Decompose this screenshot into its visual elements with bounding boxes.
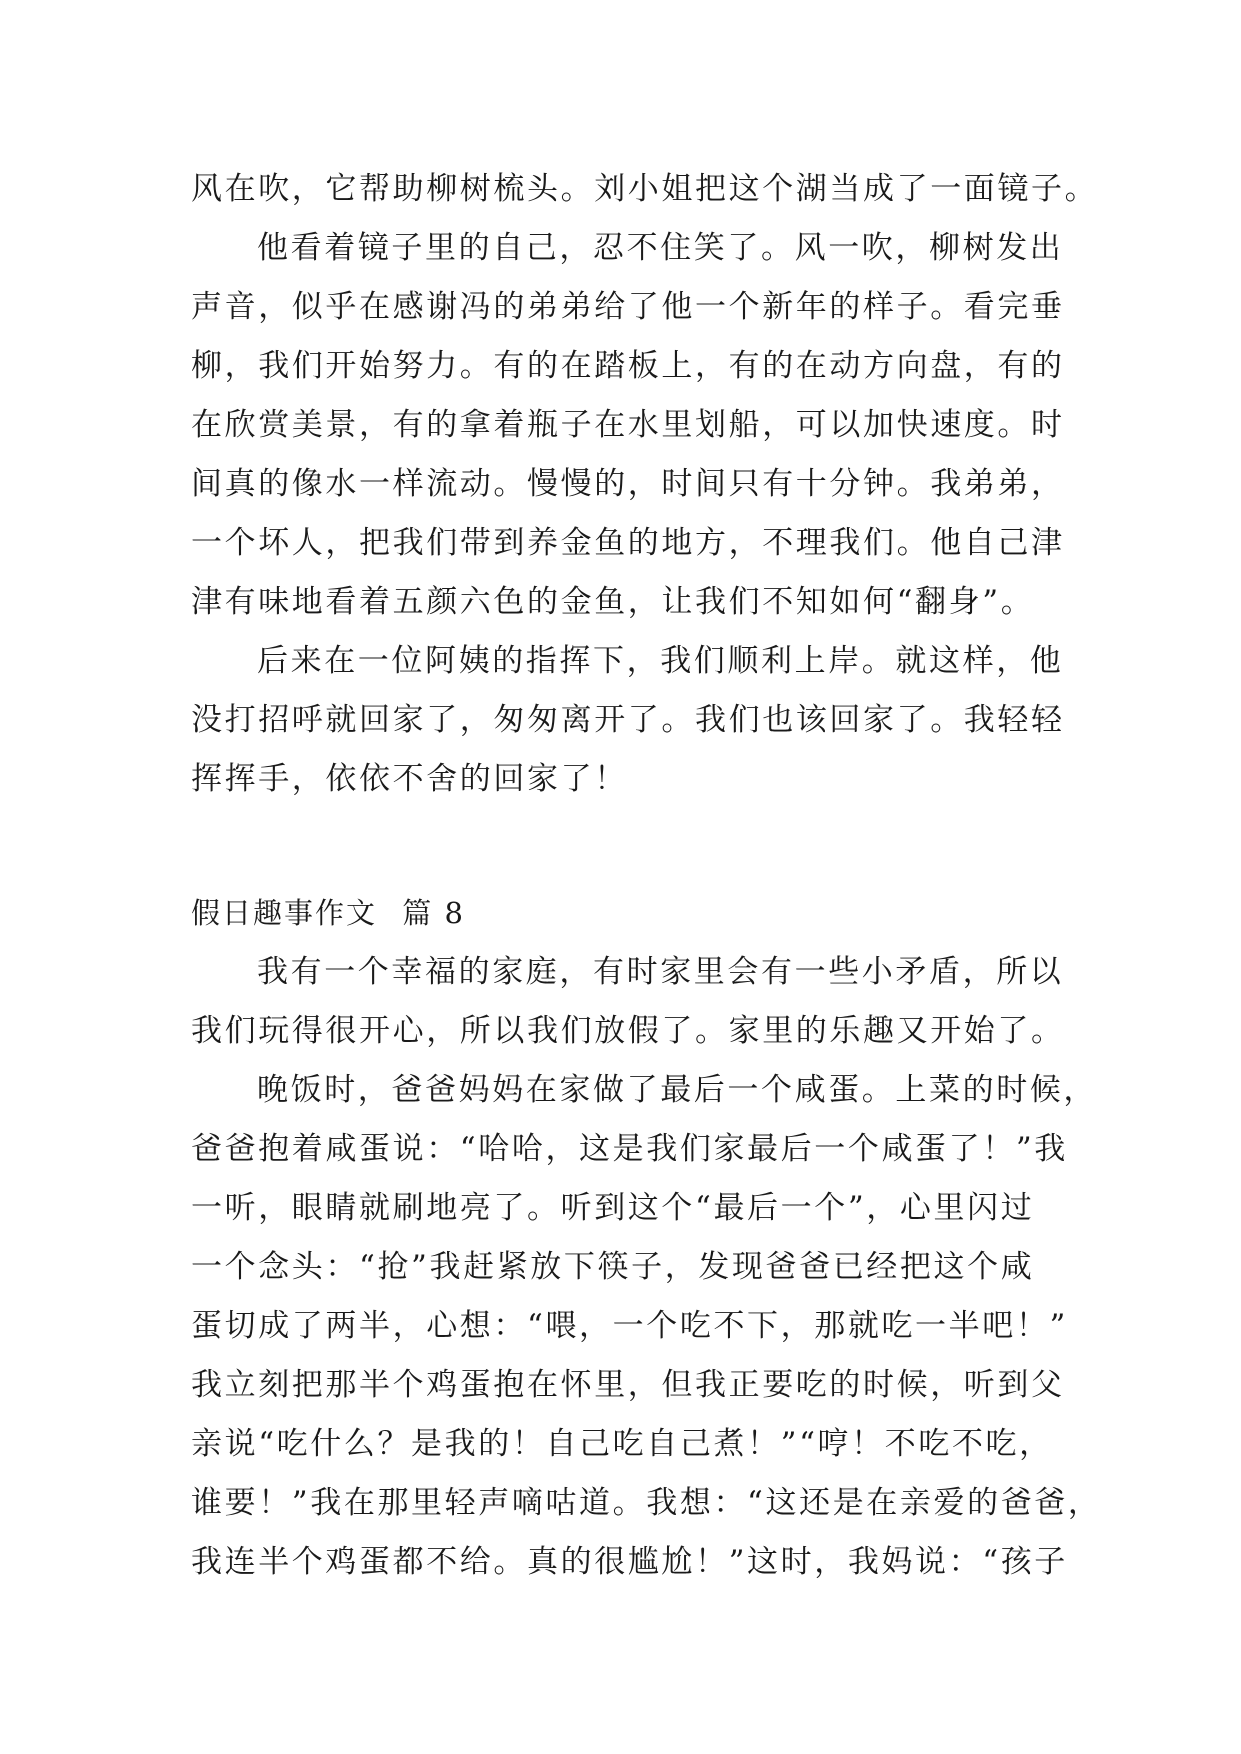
- text-line: 在欣赏美景，有的拿着瓶子在水里划船，可以加快速度。时: [191, 407, 1065, 443]
- section-title: 假日趣事作文: [191, 896, 378, 930]
- text-line: 间真的像水一样流动。慢慢的，时间只有十分钟。我弟弟，: [191, 466, 1065, 502]
- paragraph: [191, 943, 1071, 1061]
- text-line: 晚饭时，爸爸妈妈在家做了最后一个咸蛋。上菜的时候，: [257, 1072, 1097, 1108]
- text-line: 我有一个幸福的家庭，有时家里会有一些小矛盾，所以: [257, 954, 1064, 990]
- section-heading: [191, 884, 1071, 943]
- section-label: 篇 8: [402, 896, 465, 930]
- text-line: 声音，似乎在感谢冯的弟弟给了他一个新年的样子。看完垂: [191, 289, 1065, 325]
- text-line: 一听，眼睛就刷地亮了。听到这个“最后一个”，心里闪过: [191, 1190, 1035, 1226]
- text-line: 一个念头：“抢”我赶紧放下筷子，发现爸爸已经把这个咸: [191, 1249, 1035, 1285]
- text-line: 我立刻把那半个鸡蛋抱在怀里，但我正要吃的时候，听到父: [191, 1367, 1065, 1403]
- text-line: 柳，我们开始努力。有的在踏板上，有的在动方向盘，有的: [191, 348, 1065, 384]
- text-line: 蛋切成了两半，心想：“喂，一个吃不下，那就吃一半吧！”: [191, 1308, 1068, 1344]
- text-line: 亲说“吃什么？是我的！自己吃自己煮！”“哼！不吃不吃，: [191, 1426, 1053, 1462]
- text-line: 后来在一位阿姨的指挥下，我们顺利上岸。就这样，他: [257, 643, 1064, 679]
- text-line: 风在吹，它帮助柳树梳头。刘小姐把这个湖当成了一面镜子。: [191, 171, 1099, 207]
- text-line: 一个坏人，把我们带到养金鱼的地方，不理我们。他自己津: [191, 525, 1065, 561]
- text-line: 没打招呼就回家了，匆匆离开了。我们也该回家了。我轻轻: [191, 702, 1065, 738]
- section-gap: [191, 809, 1071, 884]
- text-line: 我连半个鸡蛋都不给。真的很尴尬！”这时，我妈说：“孩子: [191, 1544, 1068, 1580]
- text-line: 我们玩得很开心，所以我们放假了。家里的乐趣又开始了。: [191, 1013, 1065, 1049]
- paragraph: [191, 632, 1071, 809]
- text-line: 挥挥手，依依不舍的回家了！: [191, 761, 628, 797]
- text-line: 津有味地看着五颜六色的金鱼，让我们不知如何“翻身”。: [191, 584, 1035, 620]
- text-line: 他看着镜子里的自己，忍不住笑了。风一吹，柳树发出: [257, 230, 1064, 266]
- document-body: [191, 160, 1102, 1592]
- paragraph: [191, 1061, 1102, 1592]
- text-line: 谁要！”我在那里轻声嘀咕道。我想：“这还是在亲爱的爸爸，: [191, 1485, 1102, 1521]
- text-line: 爸爸抱着咸蛋说：“哈哈，这是我们家最后一个咸蛋了！”我: [191, 1131, 1068, 1167]
- paragraph: [191, 219, 1071, 632]
- paragraph: [191, 160, 1099, 219]
